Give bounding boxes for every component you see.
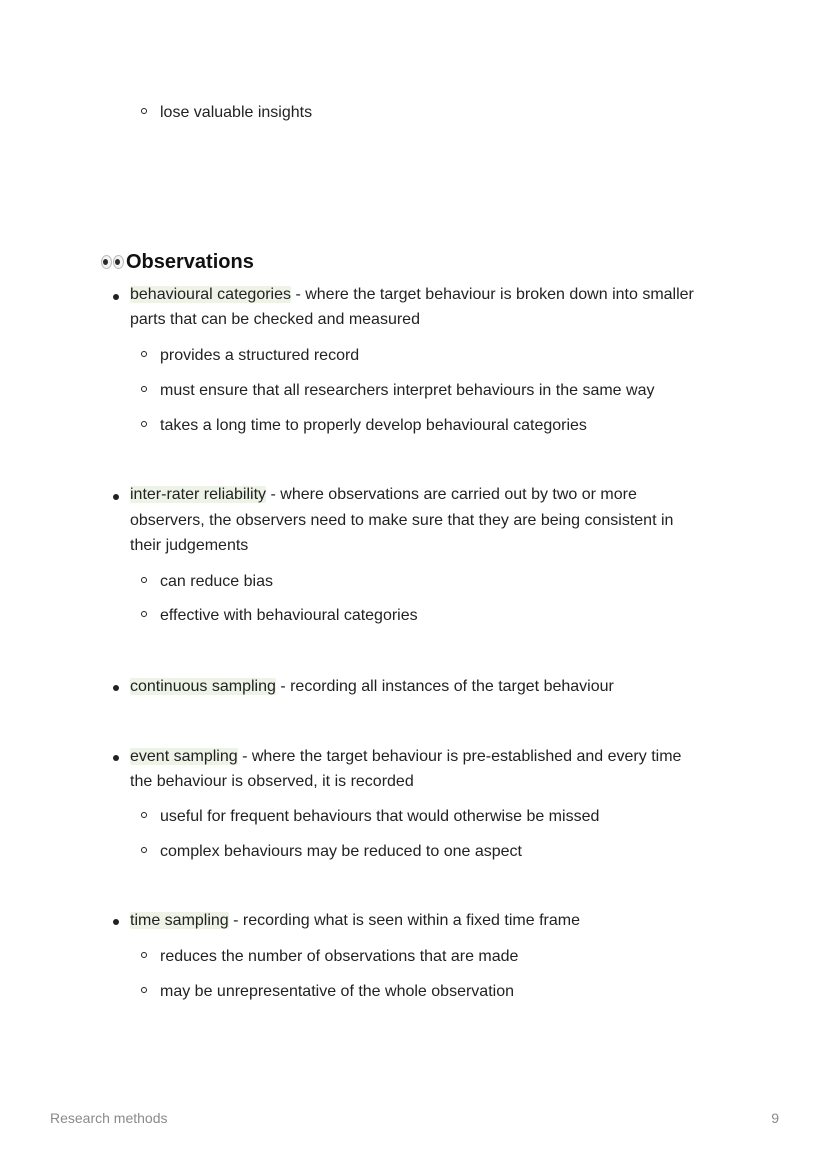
sub-item: useful for frequent behaviours that would otherwise be missed bbox=[160, 808, 600, 825]
sub-item: reduces the number of observations that are made bbox=[160, 948, 519, 965]
highlighted-term: time sampling bbox=[130, 912, 229, 929]
item-first-line: inter-rater reliability - where observations are carried out by two or more bbox=[130, 486, 637, 503]
sub-item: can reduce bias bbox=[160, 573, 273, 590]
item-line: observers, the observers need to make sure that they are being consistent in bbox=[130, 512, 674, 529]
item-line: parts that can be checked and measured bbox=[130, 311, 420, 328]
bullet-icon bbox=[113, 494, 119, 500]
sub-item: must ensure that all researchers interpret behaviours in the same way bbox=[160, 382, 655, 399]
hollow-bullet-icon bbox=[141, 421, 147, 427]
hollow-bullet-icon bbox=[141, 108, 147, 114]
bullet-icon bbox=[113, 755, 119, 761]
item-first-line: time sampling - recording what is seen within a fixed time frame bbox=[130, 912, 580, 929]
sub-item: complex behaviours may be reduced to one aspect bbox=[160, 843, 522, 860]
item-first-line: event sampling - where the target behaviour is pre-established and every time bbox=[130, 748, 682, 765]
section-title: Observations bbox=[126, 251, 254, 273]
bullet-icon bbox=[113, 919, 119, 925]
sub-item: lose valuable insights bbox=[160, 104, 313, 121]
hollow-bullet-icon bbox=[141, 952, 147, 958]
highlighted-term: event sampling bbox=[130, 748, 238, 765]
item-line: the behaviour is observed, it is recorded bbox=[130, 773, 414, 790]
hollow-bullet-icon bbox=[141, 577, 147, 583]
sub-item: effective with behavioural categories bbox=[160, 607, 418, 624]
item-first-line: behavioural categories - where the target behaviour is broken down into smaller bbox=[130, 286, 694, 303]
hollow-bullet-icon bbox=[141, 847, 147, 853]
highlighted-term: behavioural categories bbox=[130, 286, 291, 303]
footer-title: Research methods bbox=[50, 1110, 168, 1126]
section-heading bbox=[100, 248, 254, 276]
highlighted-term: continuous sampling bbox=[130, 678, 276, 695]
bullet-icon bbox=[113, 294, 119, 300]
hollow-bullet-icon bbox=[141, 611, 147, 617]
hollow-bullet-icon bbox=[141, 386, 147, 392]
sub-item: may be unrepresentative of the whole observation bbox=[160, 983, 514, 1000]
hollow-bullet-icon bbox=[141, 812, 147, 818]
sub-item: provides a structured record bbox=[160, 347, 360, 364]
hollow-bullet-icon bbox=[141, 351, 147, 357]
highlighted-term: inter-rater reliability bbox=[130, 486, 267, 503]
item-first-line: continuous sampling - recording all instances of the target behaviour bbox=[130, 678, 614, 695]
bullet-icon bbox=[113, 685, 119, 691]
sub-item: takes a long time to properly develop behavioural categories bbox=[160, 417, 587, 434]
hollow-bullet-icon bbox=[141, 987, 147, 993]
page-number: 9 bbox=[771, 1110, 779, 1126]
eyes-icon bbox=[100, 251, 126, 271]
item-line: their judgements bbox=[130, 537, 249, 554]
